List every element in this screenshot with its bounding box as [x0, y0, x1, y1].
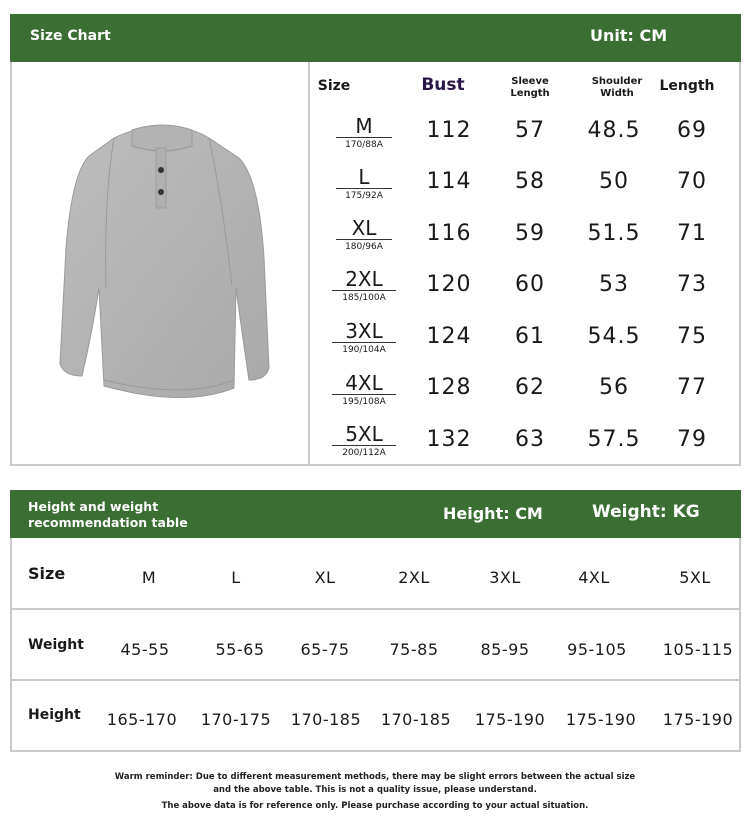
height-value: 170-185: [290, 710, 362, 729]
bust-value: 132: [426, 427, 472, 452]
sleeve-value: 58: [515, 169, 545, 194]
shoulder-value: 53: [599, 272, 629, 297]
weight-value: 45-55: [120, 640, 170, 659]
footer-reminder-line2: and the above table. This is not a quality issue, please understand.: [213, 785, 537, 795]
recommend-header-bar: [10, 490, 741, 538]
height-value: 175-190: [474, 710, 546, 729]
length-value: 79: [677, 427, 707, 452]
col-header-length: Length: [659, 78, 715, 94]
height-value: 175-190: [565, 710, 637, 729]
size-header: 3XL: [489, 568, 521, 587]
height-value: 170-175: [200, 710, 272, 729]
sleeve-value: 62: [515, 375, 545, 400]
col-header-shoulder: Shoulder Width: [591, 76, 643, 99]
sleeve-value: 60: [515, 272, 545, 297]
shoulder-value: 48.5: [587, 118, 641, 143]
bust-value: 124: [426, 324, 472, 349]
row-divider: [12, 679, 739, 681]
bust-value: 116: [426, 221, 472, 246]
row-divider: [12, 608, 739, 610]
sweatshirt-image: [44, 118, 274, 418]
size-chart-table: [10, 62, 741, 466]
size-header: 5XL: [679, 568, 711, 587]
weight-value: 95-105: [567, 640, 627, 659]
recommend-title: Height and weight recommendation table: [28, 499, 188, 530]
height-value: 175-190: [662, 710, 734, 729]
size-header: 4XL: [578, 568, 610, 587]
size-header: 2XL: [398, 568, 430, 587]
weight-value: 75-85: [389, 640, 439, 659]
shoulder-value: 56: [599, 375, 629, 400]
weight-value: 55-65: [215, 640, 265, 659]
table-divider: [308, 62, 310, 464]
size-cell: M 170/88A: [336, 115, 392, 150]
size-cell: L 175/92A: [336, 166, 392, 201]
weight-value: 85-95: [480, 640, 530, 659]
bust-value: 114: [426, 169, 472, 194]
footer-reminder-line1: Warm reminder: Due to different measurement methods, there may be slight errors between the actual size: [114, 772, 636, 782]
sleeve-value: 63: [515, 427, 545, 452]
size-chart-unit: Unit: CM: [590, 26, 668, 45]
sleeve-value: 61: [515, 324, 545, 349]
col-header-sleeve: Sleeve Length: [510, 76, 550, 99]
height-unit: Height: CM: [443, 504, 543, 523]
footer-reference-note: The above data is for reference only. Please purchase according to your actual situation.: [161, 801, 589, 811]
shoulder-value: 57.5: [587, 427, 641, 452]
length-value: 73: [677, 272, 707, 297]
row-label-height: Height: [28, 707, 81, 723]
size-cell: 4XL 195/108A: [332, 372, 396, 407]
sleeve-value: 59: [515, 221, 545, 246]
col-header-bust: Bust: [421, 75, 465, 95]
size-cell: XL 180/96A: [336, 217, 392, 252]
size-cell: 5XL 200/112A: [332, 423, 396, 458]
row-label-size: Size: [28, 564, 66, 583]
bust-value: 128: [426, 375, 472, 400]
height-value: 165-170: [106, 710, 178, 729]
size-chart-header-bar: [10, 14, 741, 62]
size-chart-title: Size Chart: [30, 28, 111, 44]
length-value: 70: [677, 169, 707, 194]
shoulder-value: 51.5: [587, 221, 641, 246]
size-header: L: [231, 568, 241, 587]
bust-value: 120: [426, 272, 472, 297]
size-header: XL: [314, 568, 336, 587]
weight-value: 105-115: [662, 640, 734, 659]
bust-value: 112: [426, 118, 472, 143]
weight-value: 65-75: [300, 640, 350, 659]
length-value: 71: [677, 221, 707, 246]
length-value: 69: [677, 118, 707, 143]
height-value: 170-185: [380, 710, 452, 729]
col-header-size: Size: [317, 78, 351, 94]
length-value: 75: [677, 324, 707, 349]
shoulder-value: 50: [599, 169, 629, 194]
shoulder-value: 54.5: [587, 324, 641, 349]
length-value: 77: [677, 375, 707, 400]
size-cell: 3XL 190/104A: [332, 320, 396, 355]
recommend-table: [10, 538, 741, 752]
row-label-weight: Weight: [28, 637, 84, 653]
size-header: M: [141, 568, 157, 587]
size-cell: 2XL 185/100A: [332, 268, 396, 303]
weight-unit: Weight: KG: [592, 502, 700, 522]
sleeve-value: 57: [515, 118, 545, 143]
